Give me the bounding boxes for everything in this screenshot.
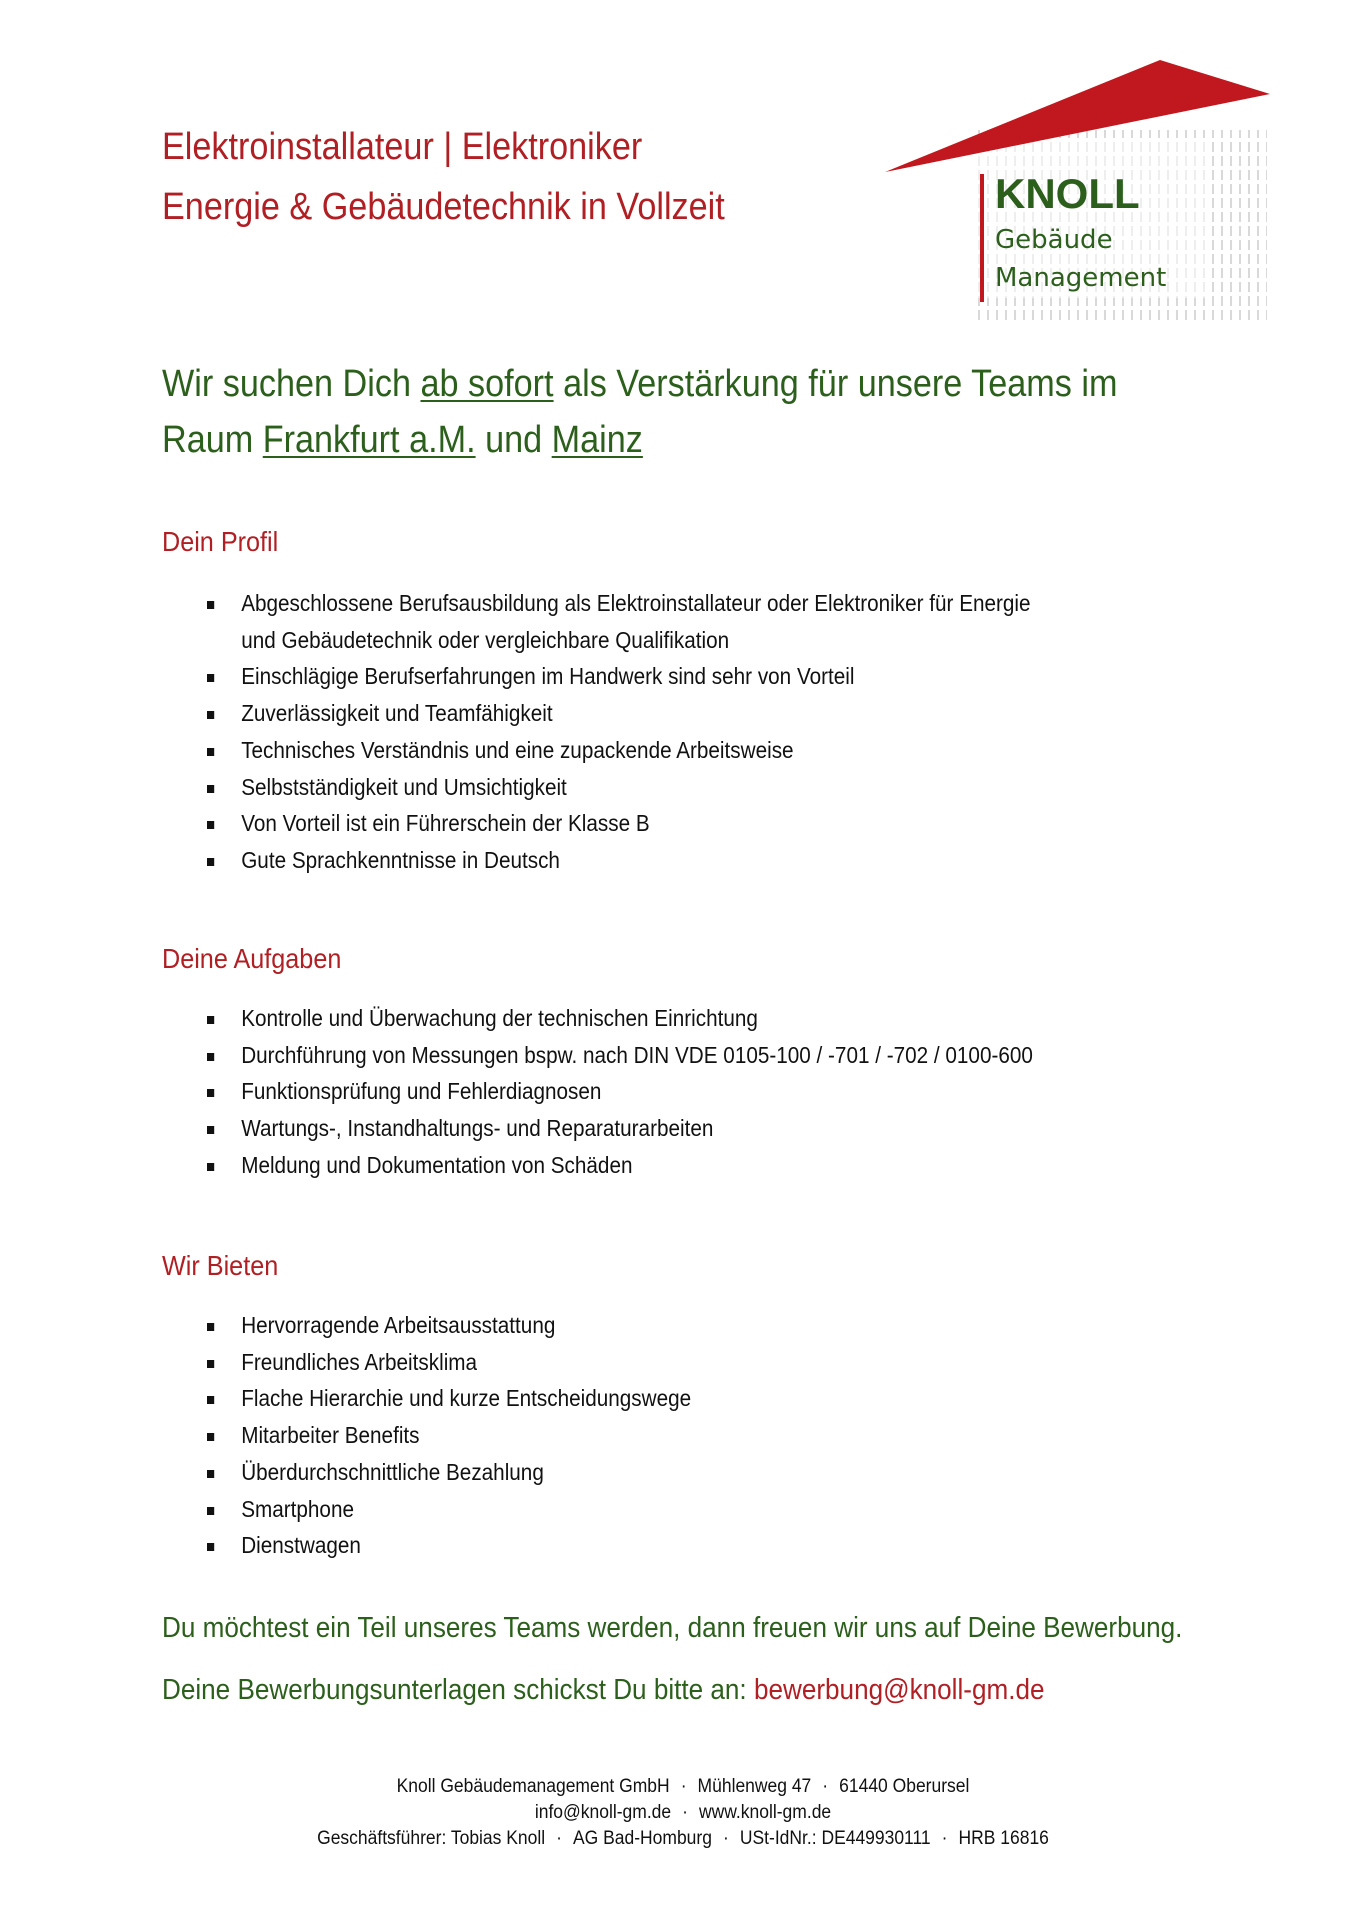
footer-separator: ·: [941, 1828, 948, 1849]
list-item: Flache Hierarchie und kurze Entscheidungswege: [207, 1380, 1197, 1417]
list-item: Meldung und Dokumentation von Schäden: [207, 1147, 1197, 1184]
headline-line-1: [162, 356, 1117, 412]
headline-highlight-start: ab sofort: [420, 363, 554, 405]
logo-text-2: Management: [995, 263, 1167, 293]
footer-vat: USt-IdNr.: DE449930111: [739, 1828, 931, 1849]
list-item: Freundliches Arbeitsklima: [207, 1344, 1197, 1381]
footer-city: 61440 Oberursel: [839, 1776, 970, 1797]
headline-text: als Verstärkung für unsere Teams im: [553, 363, 1118, 405]
footer-email-link[interactable]: info@knoll-gm.de: [534, 1802, 672, 1823]
headline-text: Raum: [162, 419, 263, 461]
footer-line-1: [55, 1774, 1312, 1800]
list-item: Durchführung von Messungen bspw. nach DIN VDE 0105-100 / -701 / -702 / 0100-600: [207, 1037, 1197, 1074]
footer-ceo: Geschäftsführer: Tobias Knoll: [317, 1828, 546, 1849]
list-item: Dienstwagen: [207, 1527, 1197, 1564]
list-item: Abgeschlossene Berufsausbildung als Elektroinstallateur oder Elektroniker für Energie und Gebäudetechnik oder vergleichbare Qualifikation: [207, 585, 1053, 658]
headline: [162, 356, 1117, 468]
closing-text: Deine Bewerbungsunterlagen schickst Du bitte an:: [162, 1674, 754, 1706]
logo-text-1: Gebäude: [995, 225, 1113, 255]
headline-text: und: [475, 419, 552, 461]
closing-line-1: Du möchtest ein Teil unseres Teams werden, dann freuen wir uns auf Deine Bewerbung.: [162, 1612, 1183, 1644]
footer-separator: ·: [722, 1828, 729, 1849]
job-title-line-2: Energie & Gebäudetechnik in Vollzeit: [162, 186, 725, 228]
list-item: Wartungs-, Instandhaltungs- und Reparaturarbeiten: [207, 1110, 1197, 1147]
section-title-bieten: Wir Bieten: [162, 1250, 279, 1281]
headline-line-2: [162, 412, 1117, 468]
list-item: Kontrolle und Überwachung der technischen Einrichtung: [207, 1000, 1197, 1037]
footer: [0, 1774, 1366, 1852]
job-title-line-1: Elektroinstallateur | Elektroniker: [162, 126, 643, 168]
footer-separator: ·: [822, 1776, 829, 1797]
logo-name: KNOLL: [995, 170, 1140, 217]
footer-company: Knoll Gebäudemanagement GmbH: [396, 1776, 670, 1797]
list-item: Überdurchschnittliche Bezahlung: [207, 1454, 1197, 1491]
footer-website-link[interactable]: www.knoll-gm.de: [699, 1802, 832, 1823]
job-title: [162, 117, 725, 237]
section-title-profil: Dein Profil: [162, 526, 279, 557]
footer-line-2: [55, 1800, 1312, 1826]
list-item: Gute Sprachkenntnisse in Deutsch: [207, 842, 1053, 879]
footer-court: AG Bad-Homburg: [573, 1828, 712, 1849]
aufgaben-list: [207, 1000, 1197, 1184]
headline-highlight-frankfurt: Frankfurt a.M.: [262, 419, 476, 461]
section-title-aufgaben: Deine Aufgaben: [162, 943, 342, 974]
headline-text: Wir suchen Dich: [162, 363, 421, 405]
application-email-link[interactable]: bewerbung@knoll-gm.de: [753, 1674, 1045, 1706]
company-logo: [885, 58, 1275, 328]
bieten-list: [207, 1307, 1197, 1564]
list-item: Mitarbeiter Benefits: [207, 1417, 1197, 1454]
list-item: Einschlägige Berufserfahrungen im Handwerk sind sehr von Vorteil: [207, 658, 1053, 695]
profil-list: [207, 585, 1053, 879]
list-item: Von Vorteil ist ein Führerschein der Klasse B: [207, 805, 1053, 842]
list-item: Selbstständigkeit und Umsichtigkeit: [207, 769, 1053, 806]
footer-separator: ·: [680, 1776, 687, 1797]
list-item: Technisches Verständnis und eine zupackende Arbeitsweise: [207, 732, 1053, 769]
list-item: Hervorragende Arbeitsausstattung: [207, 1307, 1197, 1344]
footer-separator: ·: [556, 1828, 562, 1849]
footer-hrb: HRB 16816: [958, 1828, 1049, 1849]
list-item: Zuverlässigkeit und Teamfähigkeit: [207, 695, 1053, 732]
list-item: Funktionsprüfung und Fehlerdiagnosen: [207, 1073, 1197, 1110]
headline-highlight-mainz: Mainz: [551, 419, 643, 461]
footer-street: Mühlenweg 47: [697, 1776, 812, 1797]
footer-separator: ·: [682, 1802, 688, 1823]
logo-bar: [980, 174, 984, 302]
list-item: Smartphone: [207, 1491, 1197, 1528]
footer-line-3: [55, 1826, 1312, 1852]
closing-line-2: [162, 1674, 1045, 1707]
